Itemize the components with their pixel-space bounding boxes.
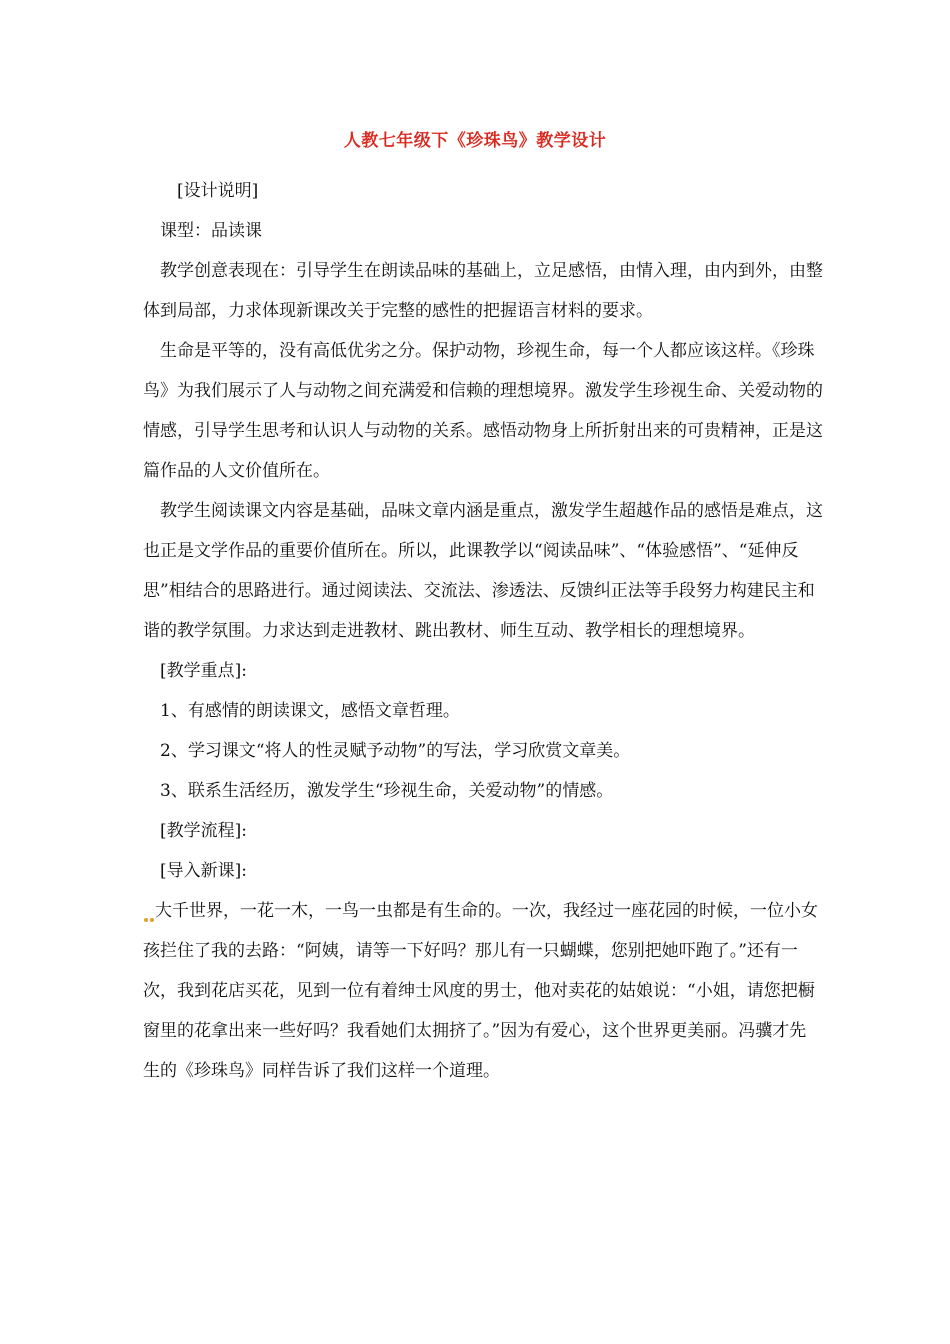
intro-paragraph [143, 891, 823, 1091]
document-body [143, 171, 823, 1091]
design-note-heading: [设计说明] [177, 181, 259, 201]
intro-heading: [导入新课]: [160, 861, 247, 881]
key-point-item: 2、学习课文“将人的性灵赋予动物”的写法，学习欣赏文章美。 [160, 741, 631, 761]
key-point-item: 3、联系生活经历，激发学生“珍视生命，关爱动物”的情感。 [160, 781, 614, 801]
paragraph: 教学生阅读课文内容是基础，品味文章内涵是重点，激发学生超越作品的感悟是难点，这也正是文学作品的重要价值所在。所以，此课教学以“阅读品味”、“体验感悟”、“延伸反思”相结合的思路进行。通过阅读法、交流法、渗透法、反馈纠正法等手段努力构建民主和谐的教学氛围。力求达到走进教材、跳出教材、师生互动、教学相长的理想境界。 [143, 501, 823, 641]
intro-text: 大千世界，一花一木，一鸟一虫都是有生命的。一次，我经过一座花园的时候，一位小女孩拦住了我的去路：“阿姨，请等一下好吗？那儿有一只蝴蝶，您别把她吓跑了。”还有一次，我到花店买花，见到一位有着绅士风度的男士，他对卖花的姑娘说：“小姐，请您把橱窗里的花拿出来一些好吗？我看她们太拥挤了。”因为有爱心，这个世界更美丽。冯骥才先生的《珍珠鸟》同样告诉了我们这样一个道理。 [143, 901, 818, 1081]
process-heading: [教学流程]: [160, 821, 247, 841]
lesson-type: 课型：品读课 [160, 221, 262, 241]
paragraph: 生命是平等的，没有高低优劣之分。保护动物，珍视生命，每一个人都应该这样。《珍珠鸟》为我们展示了人与动物之间充满爱和信赖的理想境界。激发学生珍视生命、关爱动物的情感，引导学生思考和认识人与动物的关系。感悟动物身上所折射出来的可贵精神，正是这篇作品的人文价值所在。 [143, 341, 823, 481]
marker-dot-icon [144, 918, 148, 922]
paragraph: 教学创意表现在：引导学生在朗读品味的基础上，立足感悟，由情入理，由内到外，由整体到局部，力求体现新课改关于完整的感性的把握语言材料的要求。 [143, 261, 823, 321]
marker-dot-icon [150, 918, 154, 922]
key-points-heading: [教学重点]: [160, 661, 247, 681]
key-point-item: 1、有感情的朗读课文，感悟文章哲理。 [160, 701, 460, 721]
document-title: 人教七年级下《珍珠鸟》教学设计 [343, 131, 607, 151]
